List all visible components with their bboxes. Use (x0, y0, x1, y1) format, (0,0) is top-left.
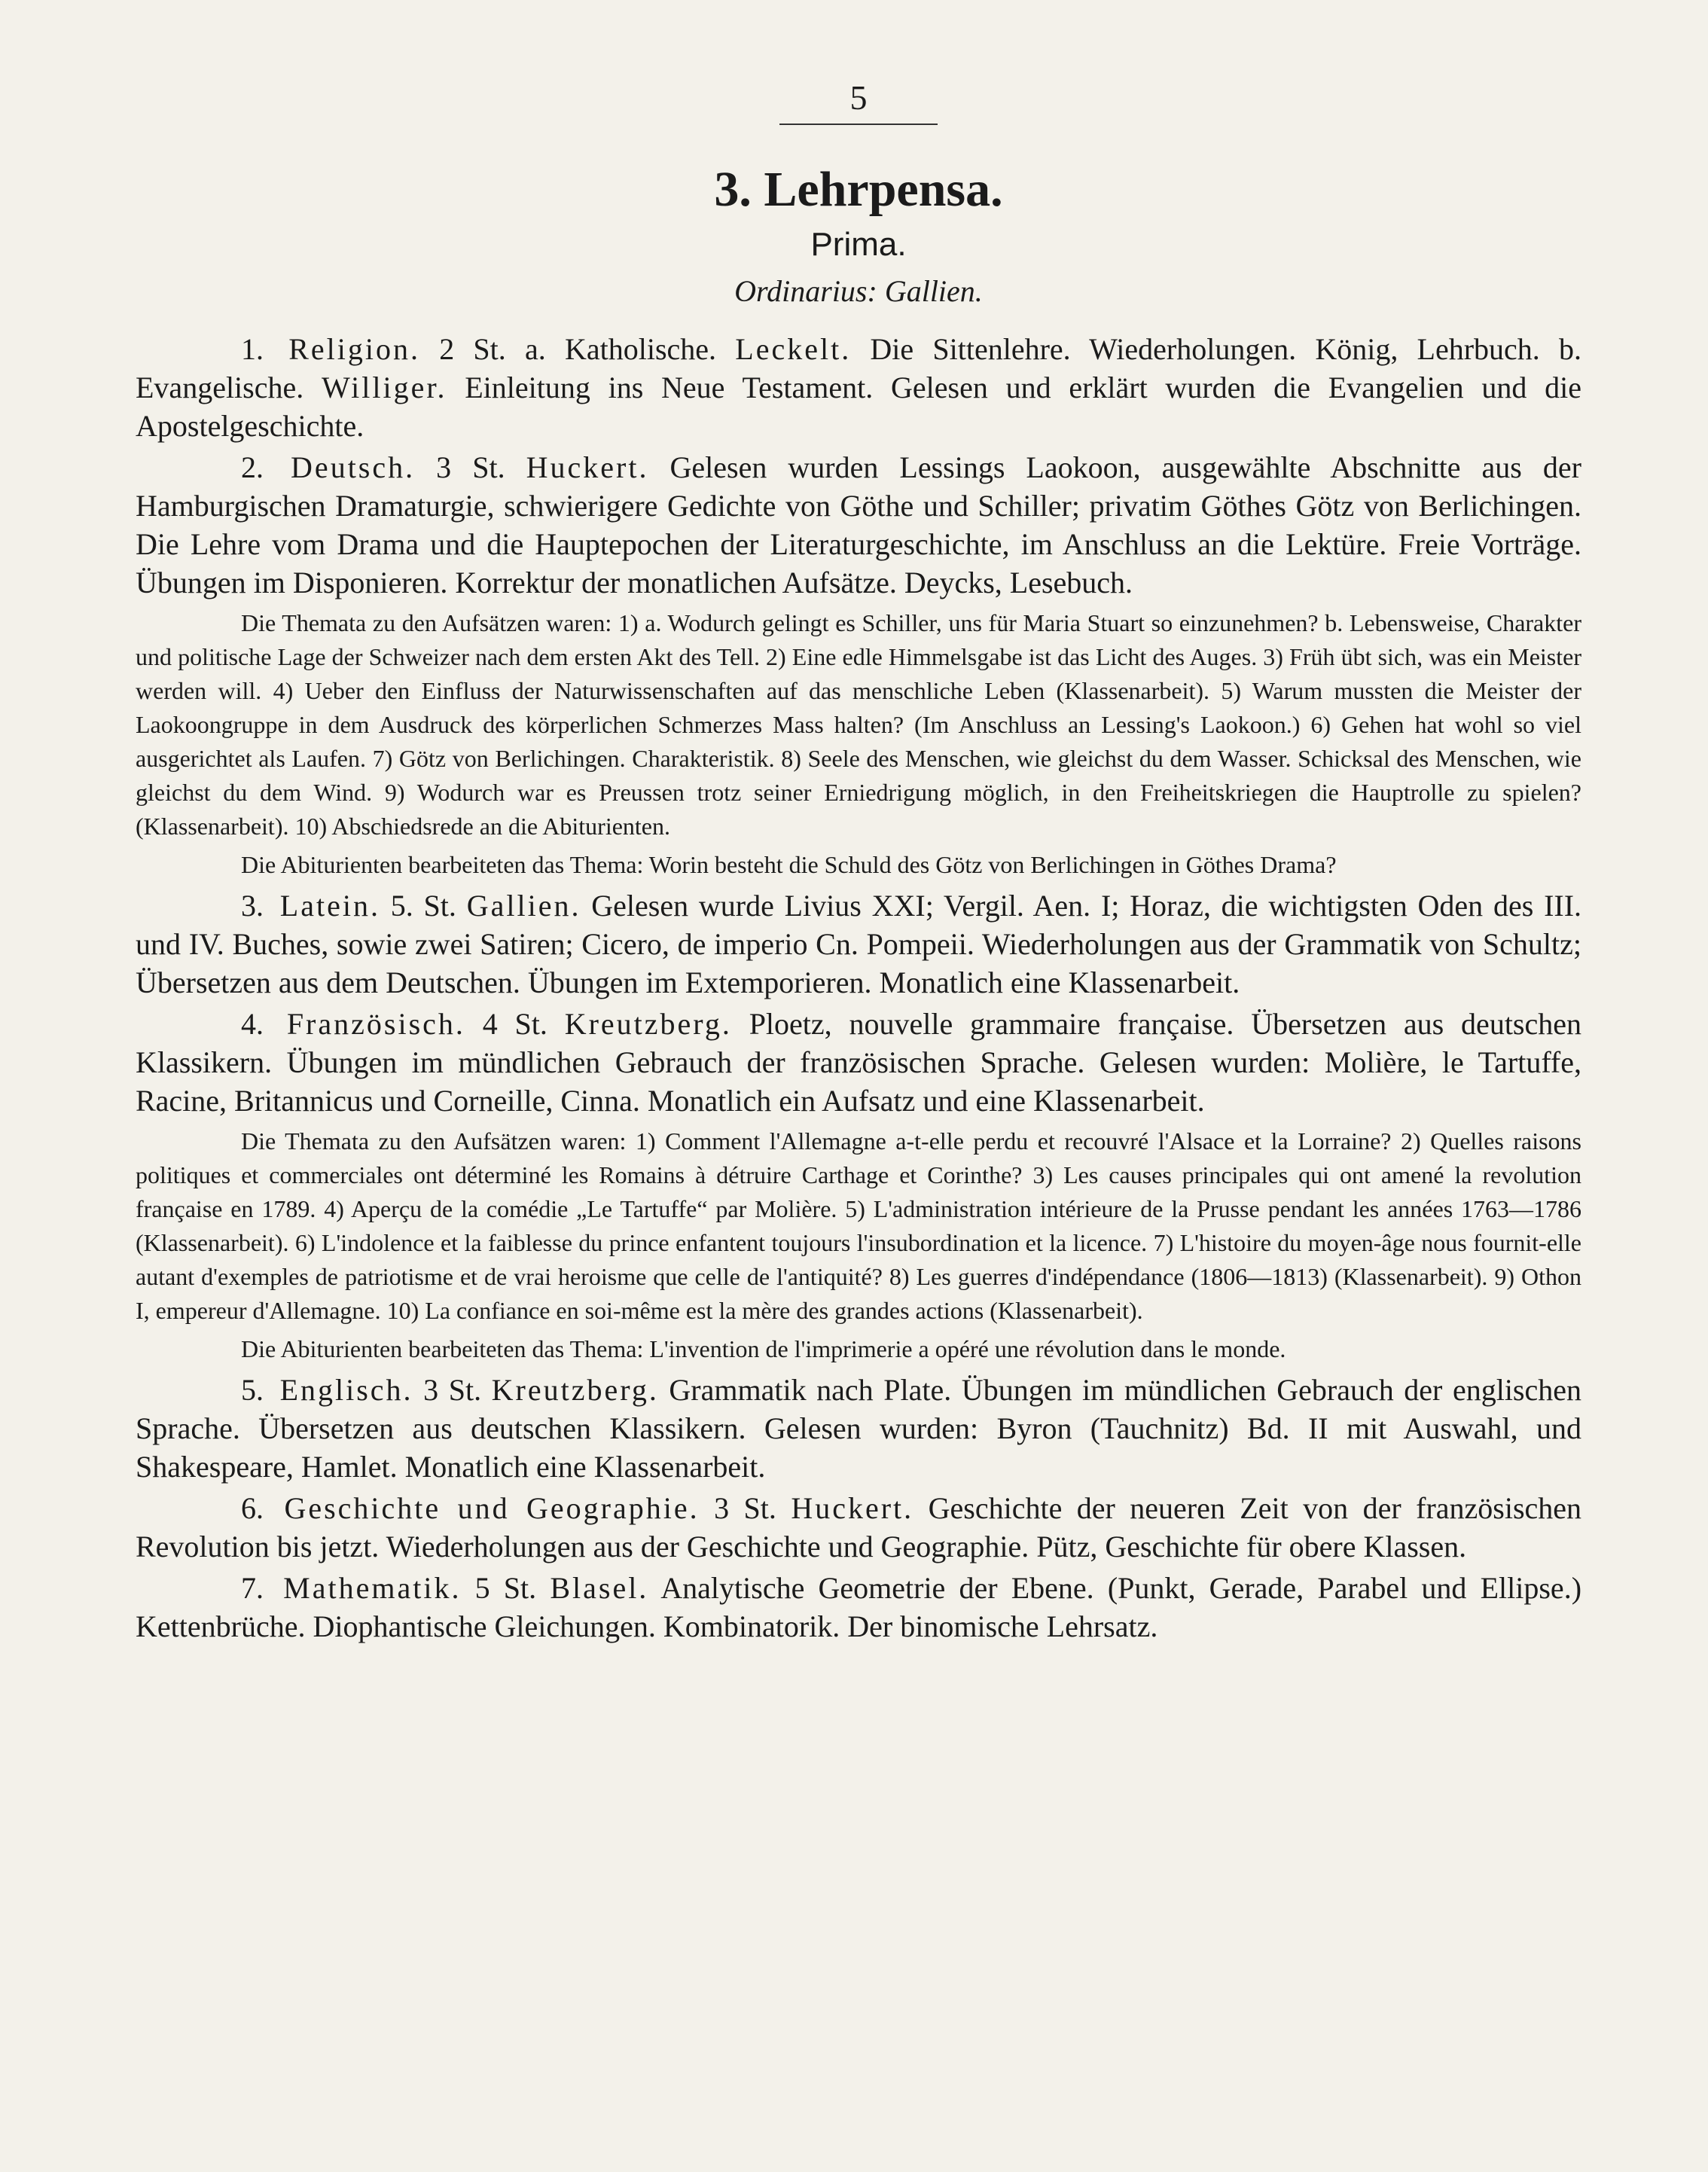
subject-name: Englisch. (279, 1373, 413, 1407)
subject-number: 5. (241, 1373, 264, 1407)
subject-part-b: b. Evangelische. (136, 332, 1582, 404)
teacher-name: Kreutzberg. (564, 1007, 732, 1041)
subject-name: Deutsch. (291, 450, 416, 484)
subject-geschichte (136, 1489, 1581, 1566)
subject-body-a: Die Sittenlehre. Wiederholungen. König, Lehrbuch. (870, 332, 1540, 366)
subject-body: Ploetz, nouvelle grammaire française. Übersetzen aus deutschen Klassikern. Übungen im mündlichen Gebrauch der französischen Sprache. Gelesen wurden: Molière, le Tartuffe, Racine, Britannicus und Corneille, Cinna. Monatlich ein Aufsatz und eine Klassenarbeit. (136, 1007, 1582, 1118)
subject-body: Grammatik nach Plate. Übungen im mündlichen Gebrauch der englischen Sprache. Übersetzen aus deutschen Klassikern. Gelesen wurden: Byron (Tauchnitz) Bd. II mit Auswahl, und Shakespeare, Hamlet. Monatlich eine Klassenarbeit. (136, 1373, 1582, 1484)
subject-number: 6. (241, 1491, 264, 1525)
page-number: 5 (849, 78, 868, 117)
subject-religion (136, 330, 1581, 445)
subject-number: 4. (241, 1007, 264, 1041)
subject-number: 2. (241, 450, 264, 484)
subject-name: Mathematik. (283, 1571, 462, 1605)
subject-deutsch (136, 448, 1581, 602)
subject-hours: 5 St. (474, 1571, 537, 1605)
subject-name: Latein. (279, 889, 380, 923)
subject-hours: 4 St. (482, 1007, 547, 1041)
subject-number: 3. (241, 889, 264, 923)
section-title: 3. Lehrpensa. (714, 162, 1003, 217)
subject-hours: 3 St. (714, 1491, 776, 1525)
subject-hours: 5. St. (390, 889, 456, 923)
subject-name: Französisch. (286, 1007, 465, 1041)
subject-body: Gelesen wurde Livius XXI; Vergil. Aen. I; Horaz, die wichtigsten Oden des III. und IV. Buches, sowie zwei Satiren; Cicero, de imperio Cn. Pompeii. Wiederholungen aus der Grammatik von Schultz; Übersetzen aus dem Deutschen. Übungen im Extemporieren. Monatlich eine Klassenarbeit. (136, 889, 1582, 999)
subject-name: Religion. (288, 332, 420, 366)
teacher-name: Williger. (322, 371, 447, 404)
teacher-name: Huckert. (526, 450, 649, 484)
subject-latein (136, 886, 1581, 1002)
subject-hours: 3 St. (436, 450, 505, 484)
page-number-rule (779, 124, 938, 125)
subject-name: Geschichte und Geographie. (284, 1491, 700, 1525)
subject-body: Analytische Geometrie der Ebene. (Punkt, Gerade, Parabel und Ellipse.) Kettenbrüche. Diophantische Gleichungen. Kombinatorik. Der binomische Lehrsatz. (136, 1571, 1582, 1643)
subject-part-a: a. Katholische. (525, 332, 717, 366)
teacher-name: Leckelt. (735, 332, 852, 366)
teacher-name: Blasel. (550, 1571, 649, 1605)
abitur-theme-franzoesisch: Die Abiturienten bearbeiteten das Thema: L'invention de l'imprimerie a opéré une révolution dans le monde. (241, 1335, 1286, 1362)
teacher-name: Kreutzberg. (491, 1373, 659, 1407)
subject-number: 7. (241, 1571, 264, 1605)
abitur-theme-deutsch: Die Abiturienten bearbeiteten das Thema: Worin besteht die Schuld des Götz von Berlichingen in Göthes Drama? (241, 851, 1337, 878)
document-page (136, 75, 1581, 2124)
teacher-name: Huckert. (791, 1491, 914, 1525)
subject-mathematik (136, 1569, 1581, 1646)
subject-englisch (136, 1371, 1581, 1486)
essay-themes-franzoesisch: Die Themata zu den Aufsätzen waren: 1) Comment l'Allemagne a-t-elle perdu et recouvré l'Alsace et la Lorraine? 2) Quelles raisons politiques et commerciales ont déterminé les Romains à détruire Carthage et Corinthe? 3) Les causes principales qui ont amené la revolution française en 1789. 4) Aperçu de la comédie „Le Tartuffe“ par Molière. 5) L'administration intérieure de la Prusse pendant les années 1763—1786 (Klassenarbeit). 6) L'indolence et la faiblesse du prince enfantent toujours l'insubordination et la licence. 7) L'histoire du moyen-âge nous fournit-elle autant d'exemples de patriotisme et de vrai heroisme que celle de l'antiquité? 8) Les guerres d'indépendance (1806—1813) (Klassenarbeit). 9) Othon I, empereur d'Allemagne. 10) La confiance en soi-même est la mère des grandes actions (Klassenarbeit). (136, 1127, 1581, 1324)
ordinarius-line: Ordinarius: Gallien. (734, 274, 983, 308)
subject-hours: 2 St. (439, 332, 506, 366)
subject-franzoesisch (136, 1005, 1581, 1120)
essay-themes-deutsch: Die Themata zu den Aufsätzen waren: 1) a. Wodurch gelingt es Schiller, uns für Maria Stuart so einzunehmen? b. Lebensweise, Charakter und politische Lage der Schweizer nach dem ersten Akt des Tell. 2) Eine edle Himmelsgabe ist das Licht des Auges. 3) Früh übt sich, was ein Meister werden will. 4) Ueber den Einfluss der Naturwissenschaften auf das menschliche Leben (Klassenarbeit). 5) Warum mussten die Meister der Laokoongruppe in dem Ausdruck des körperlichen Schmerzes Mass halten? (Im Anschluss an Lessing's Laokoon.) 6) Gehen hat wohl so viel ausgerichtet als Laufen. 7) Götz von Berlichingen. Charakteristik. 8) Seele des Menschen, wie gleichst du dem Wasser. Schicksal des Menschen, wie gleichst du dem Wind. 9) Wodurch war es Preussen trotz seiner Erniedrigung möglich, in den Freiheitskriegen die Hauptrolle zu spielen? (Klassenarbeit). 10) Abschiedsrede an die Abiturienten. (136, 609, 1581, 840)
teacher-name: Gallien. (466, 889, 581, 923)
class-title: Prima. (810, 226, 907, 263)
subject-body: Geschichte der neueren Zeit von der französischen Revolution bis jetzt. Wiederholungen aus der Geschichte und Geographie. Pütz, Geschichte für obere Klassen. (136, 1491, 1582, 1563)
subject-body: Gelesen wurden Lessings Laokoon, ausgewählte Abschnitte aus der Hamburgischen Dramaturgie, schwierigere Gedichte von Göthe und Schiller; privatim Göthes Götz von Berlichingen. Die Lehre vom Drama und die Hauptepochen der Literaturgeschichte, im Anschluss an die Lektüre. Freie Vorträge. Übungen im Disponieren. Korrektur der monatlichen Aufsätze. Deycks, Lesebuch. (136, 450, 1581, 599)
subject-body-b: Einleitung ins Neue Testament. Gelesen und erklärt wurden die Evangelien und die Apostelgeschichte. (136, 371, 1582, 443)
subject-number: 1. (241, 332, 264, 366)
subject-hours: 3 St. (423, 1373, 482, 1407)
